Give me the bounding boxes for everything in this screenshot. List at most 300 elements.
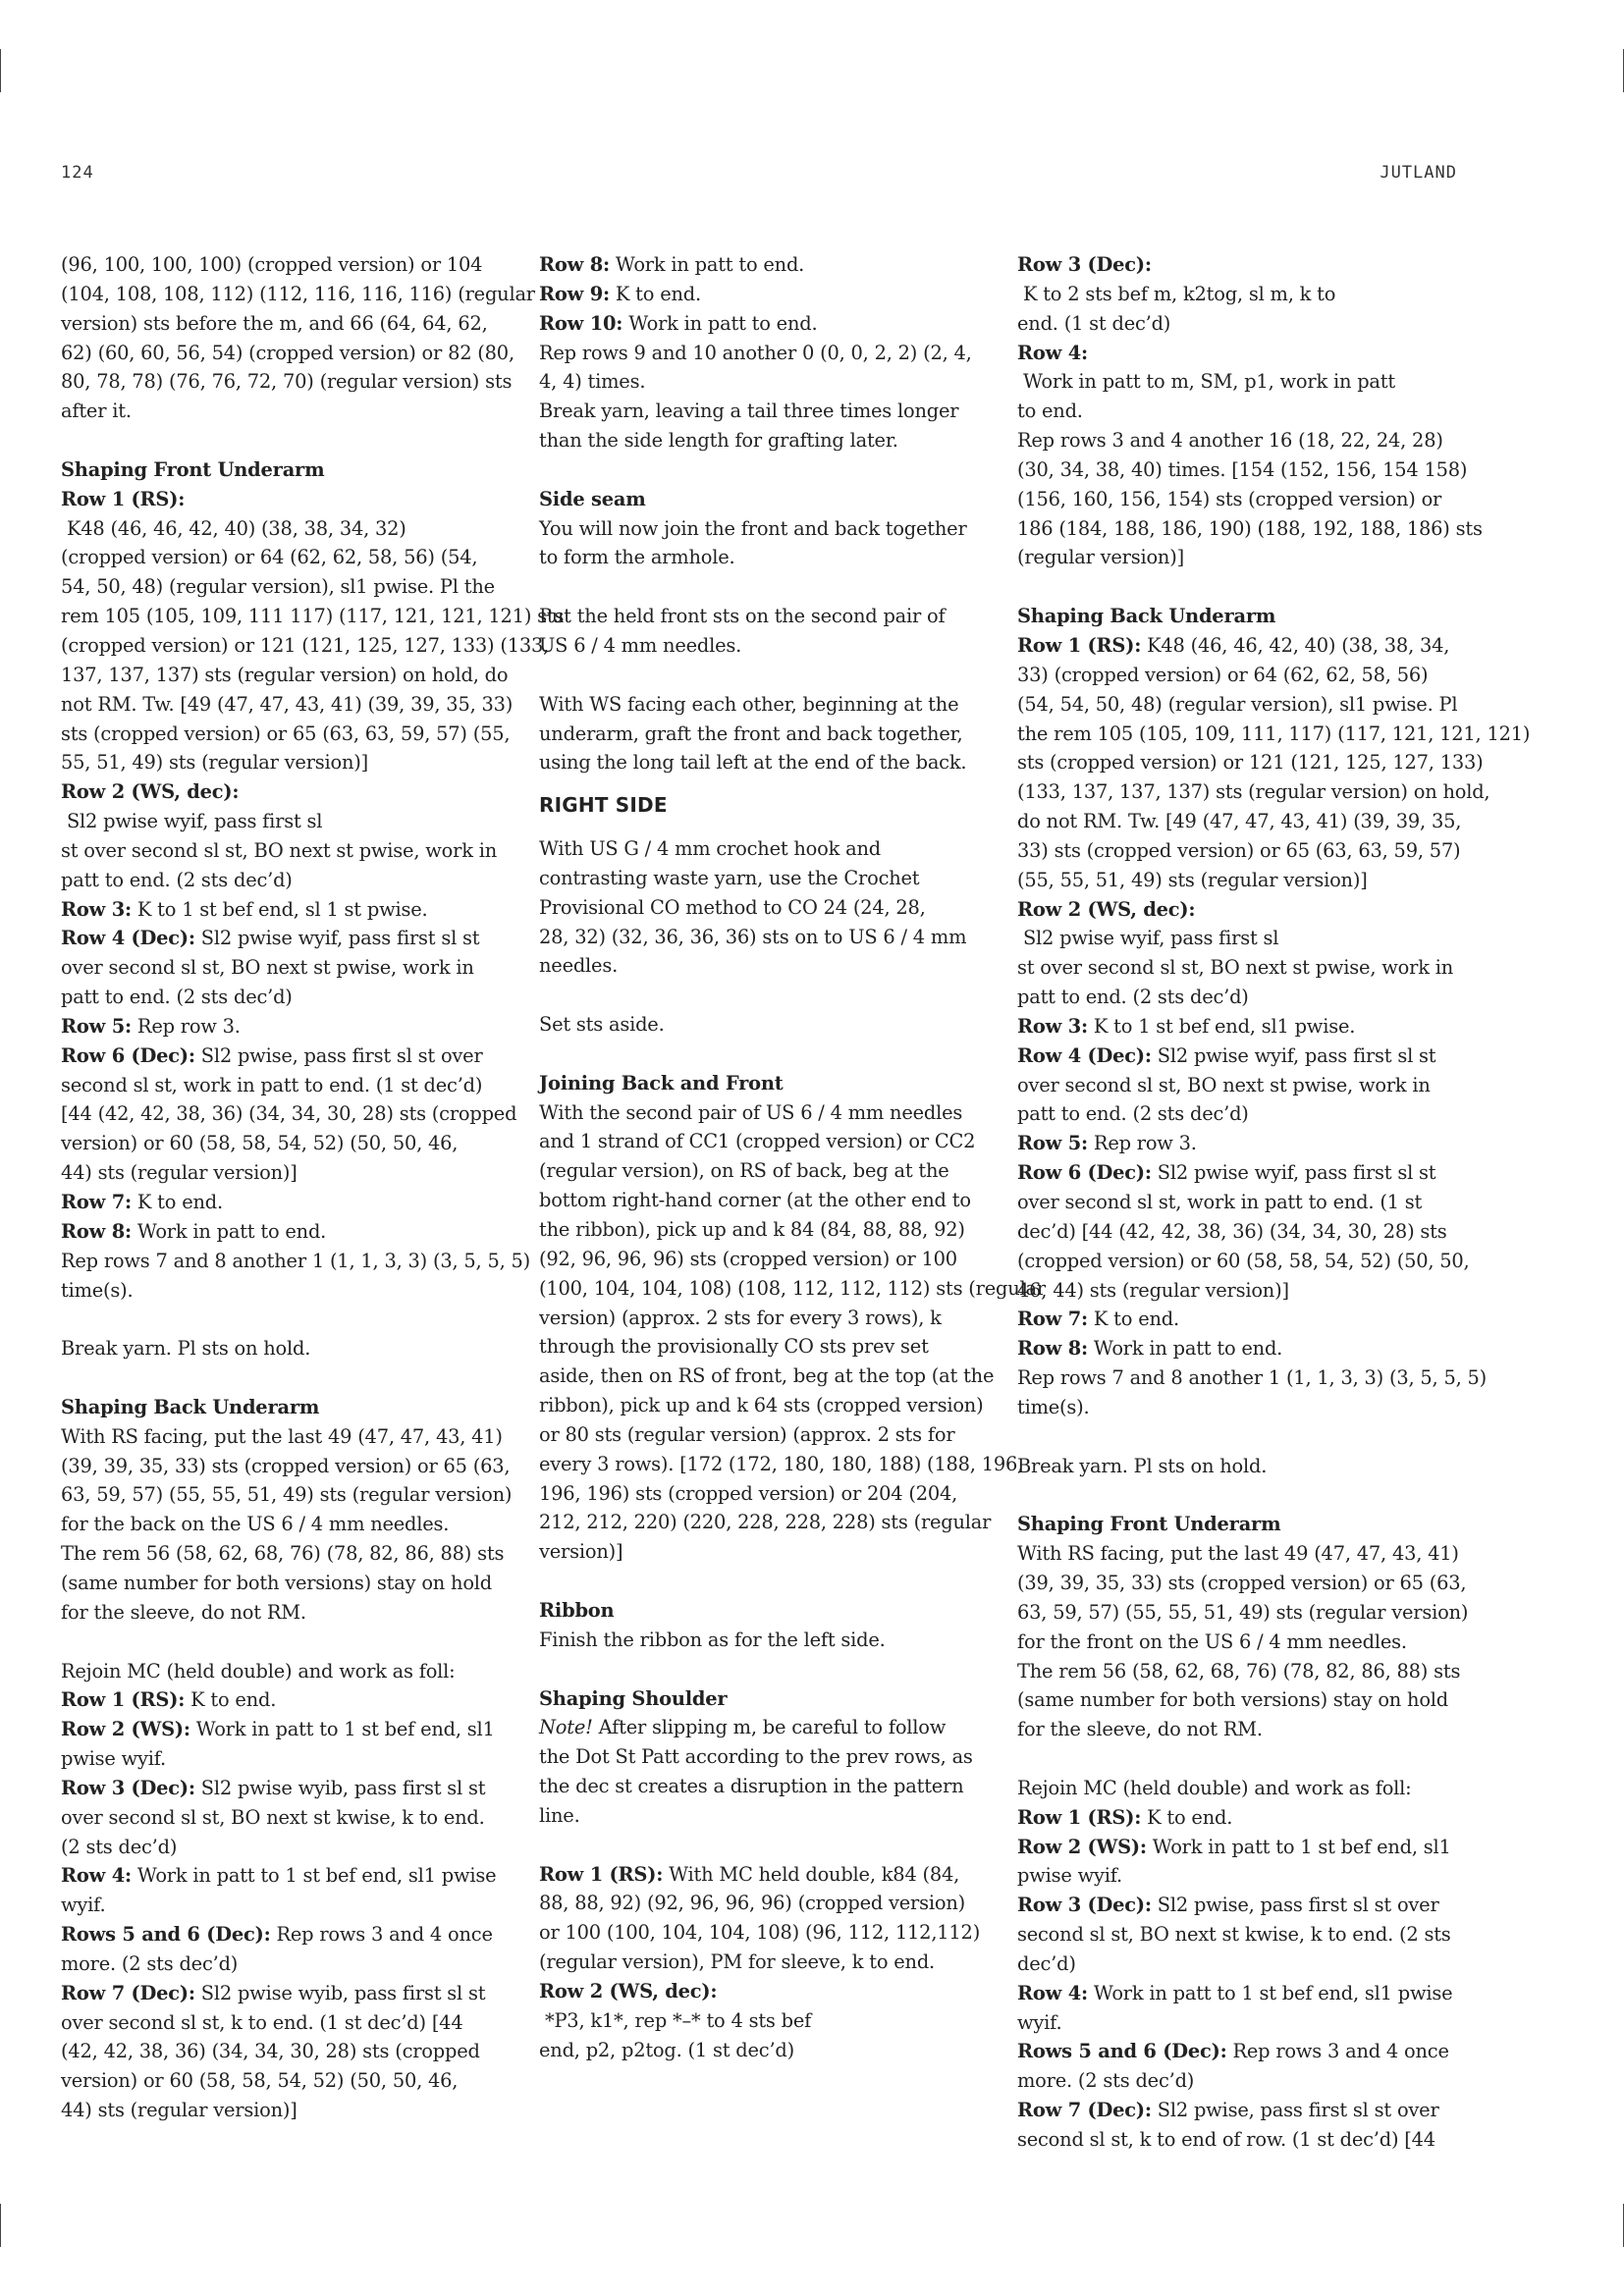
line-text: dec’d) [44 (42, 42, 38, 36) (34, 34, 30, 28) sts xyxy=(1017,1219,1447,1243)
line-text: K48 (46, 46, 42, 40) (38, 38, 34, 32) xyxy=(61,516,406,540)
row-label: Row 6 (Dec): xyxy=(61,1043,195,1067)
line-text: 63, 59, 57) (55, 55, 51, 49) sts (regular version) xyxy=(61,1483,513,1507)
line-text: Sl2 pwise, pass first sl st over xyxy=(1151,1894,1439,1917)
line-text: st over second sl st, BO next st pwise, work in xyxy=(1017,956,1453,980)
text-line xyxy=(61,572,498,602)
line-text: wyif. xyxy=(1017,2010,1062,2034)
line-text: aside, then on RS of front, beg at the top (at the xyxy=(539,1364,995,1388)
text-line xyxy=(61,1158,498,1188)
line-text: for the front on the US 6 / 4 mm needles. xyxy=(1017,1629,1407,1653)
line-text: over second sl st, BO next st pwise, work in xyxy=(61,956,474,980)
line-text: (104, 108, 108, 112) (112, 116, 116, 116) (regular xyxy=(61,282,535,305)
paragraph-gap xyxy=(539,1040,976,1069)
line-text: 33) (cropped version) or 64 (62, 62, 58, 56) xyxy=(1017,663,1429,686)
text-line xyxy=(1017,543,1454,572)
line-text: K to end. xyxy=(1141,1805,1233,1829)
line-text: 54, 50, 48) (regular version), sl1 pwise. Pl the xyxy=(61,575,495,599)
line-text: to form the armhole. xyxy=(539,546,735,569)
text-line xyxy=(539,1537,976,1567)
text-line xyxy=(539,1098,976,1128)
row-label: Row 2 (WS): xyxy=(61,1718,190,1741)
text-line xyxy=(539,426,976,455)
text-line xyxy=(61,1569,498,1598)
paragraph-gap xyxy=(539,1567,976,1596)
text-line xyxy=(61,1071,498,1100)
text-line xyxy=(539,1332,976,1362)
text-line xyxy=(1017,777,1490,807)
row-label: Row 1 (RS): xyxy=(61,487,186,510)
line-text: Rep rows 3 and 4 another 16 (18, 22, 24, 28) xyxy=(1017,429,1443,453)
text-line xyxy=(61,397,498,426)
row-label: Row 1 (RS): xyxy=(1017,1805,1142,1829)
line-text: Sl2 pwise, pass first sl st over xyxy=(1151,2099,1439,2122)
text-line xyxy=(539,250,976,280)
text-line xyxy=(61,1715,498,1744)
line-text: (92, 96, 96, 96) sts (cropped version) or 100 xyxy=(539,1247,957,1270)
line-text: sts (cropped version) or 65 (63, 63, 59, 57) (55, xyxy=(61,721,511,745)
text-line xyxy=(61,1598,498,1628)
text-line xyxy=(61,1217,498,1247)
text-line xyxy=(61,983,498,1012)
text-line xyxy=(1017,309,1454,339)
line-text: Rejoin MC (held double) and work as foll: xyxy=(1017,1776,1412,1799)
paragraph-gap xyxy=(539,572,976,602)
text-line xyxy=(61,1188,498,1217)
line-text: With the second pair of US 6 / 4 mm needles xyxy=(539,1100,963,1124)
text-line xyxy=(61,1334,498,1363)
text-line xyxy=(61,602,565,631)
line-text: (2 sts dec’d) xyxy=(61,1835,178,1858)
line-text: over second sl st, BO next st pwise, work in xyxy=(1017,1073,1431,1096)
text-line xyxy=(539,834,976,864)
text-line xyxy=(1017,1628,1454,1657)
row-label: Row 3 (Dec): xyxy=(1017,1894,1152,1917)
text-line xyxy=(1017,485,1454,514)
text-line xyxy=(1017,690,1458,720)
line-text: Sl2 pwise wyif, pass first sl st xyxy=(1151,1043,1436,1067)
text-line xyxy=(61,748,498,777)
line-text: 137, 137, 137) sts (regular version) on hold, do xyxy=(61,663,509,686)
text-line xyxy=(539,1420,976,1450)
line-text: (cropped version) or 64 (62, 62, 58, 56) (54, xyxy=(61,546,478,569)
crop-mark-top-left xyxy=(0,49,1,92)
line-text: Sl2 pwise wyif, pass first sl xyxy=(1017,927,1279,950)
line-text: Rep rows 7 and 8 another 1 (1, 1, 3, 3) (3, 5, 5, 5) xyxy=(1017,1366,1488,1390)
line-text: Sl2 pwise wyif, pass first sl st xyxy=(1151,1161,1436,1185)
text-line xyxy=(61,1949,498,1979)
line-text: to end. xyxy=(1017,400,1083,423)
row-label: Row 9: xyxy=(539,282,610,305)
line-text: Provisional CO method to CO 24 (24, 28, xyxy=(539,895,926,919)
text-line xyxy=(539,923,976,952)
line-text: second sl st, BO next st kwise, k to end. (2 sts xyxy=(1017,1923,1451,1947)
line-text: (133, 137, 137, 137) sts (regular version) on hold, xyxy=(1017,780,1490,804)
text-line xyxy=(1017,836,1461,866)
text-line xyxy=(1017,1276,1454,1306)
text-line xyxy=(61,2037,498,2066)
line-text: You will now join the front and back together xyxy=(539,516,967,540)
line-text: Rep row 3. xyxy=(131,1014,241,1038)
text-line xyxy=(539,951,976,981)
subsection-heading: Side seam xyxy=(539,487,646,510)
text-line xyxy=(539,631,976,661)
text-line xyxy=(539,1156,976,1186)
text-line xyxy=(61,1539,505,1569)
subsection-heading: Shaping Back Underarm xyxy=(61,1395,320,1418)
row-label: Row 8: xyxy=(539,253,610,276)
line-text: (regular version), on RS of back, beg at the xyxy=(539,1159,949,1183)
paragraph-gap xyxy=(61,1305,498,1334)
text-line xyxy=(539,1450,1024,1479)
paragraph-gap xyxy=(539,981,976,1010)
text-line xyxy=(1017,1657,1461,1686)
line-text: (regular version)] xyxy=(1017,546,1184,569)
line-text: [44 (42, 42, 38, 36) (34, 34, 30, 28) sts (cropped xyxy=(61,1102,517,1126)
text-line xyxy=(539,864,976,893)
text-line xyxy=(539,1626,976,1655)
line-text: K to end. xyxy=(1087,1308,1179,1331)
text-line xyxy=(1017,1129,1454,1158)
line-text: Rep rows 7 and 8 another 1 (1, 1, 3, 3) (3, 5, 5, 5) xyxy=(61,1249,531,1272)
line-text: than the side length for grafting later. xyxy=(539,429,898,453)
text-line xyxy=(61,953,498,983)
text-line xyxy=(539,1215,976,1245)
row-label: Row 7: xyxy=(61,1191,132,1213)
text-line xyxy=(1017,1803,1454,1833)
text-line xyxy=(1017,426,1454,455)
line-text: K to end. xyxy=(131,1191,223,1213)
line-text: (96, 100, 100, 100) (cropped version) or 104 xyxy=(61,253,483,276)
line-text: or 80 sts (regular version) (approx. 2 sts for xyxy=(539,1422,955,1446)
text-line xyxy=(61,1012,498,1041)
text-line xyxy=(539,602,976,631)
line-text: Work in patt to 1 st bef end, sl1 pwise xyxy=(131,1864,497,1888)
text-line xyxy=(1017,1452,1454,1481)
row-label: Row 8: xyxy=(61,1219,132,1243)
text-line xyxy=(61,1979,498,2008)
text-line xyxy=(61,1276,498,1306)
text-line xyxy=(1017,1861,1454,1891)
text-line xyxy=(539,690,976,720)
text-line xyxy=(1017,1715,1454,1744)
line-text: patt to end. (2 sts dec’d) xyxy=(1017,1102,1249,1126)
text-line xyxy=(1017,1217,1454,1247)
line-text: ribbon), pick up and k 64 sts (cropped version) xyxy=(539,1394,984,1417)
subsection-heading: Shaping Shoulder xyxy=(539,1686,728,1710)
text-line xyxy=(61,543,498,572)
line-text: version) or 60 (58, 58, 54, 52) (50, 50, 46, xyxy=(61,2069,459,2093)
text-line xyxy=(539,1889,976,1918)
line-text: over second sl st, BO next st kwise, k to end. xyxy=(61,1805,485,1829)
text-line xyxy=(61,1480,513,1510)
line-text: Sl2 pwise wyif, pass first sl xyxy=(61,810,323,833)
text-line xyxy=(61,309,498,339)
text-line xyxy=(1017,1071,1454,1100)
line-text: (regular version), PM for sleeve, k to end. xyxy=(539,1950,936,1974)
line-text: With RS facing, put the last 49 (47, 47, 43, 41) xyxy=(1017,1542,1459,1566)
line-text: Work in patt to end. xyxy=(623,311,818,335)
text-line xyxy=(61,1247,531,1276)
page-number: 124 xyxy=(61,163,94,183)
row-label: Row 8: xyxy=(1017,1337,1088,1361)
text-line xyxy=(1017,1569,1467,1598)
line-text: Rep rows 9 and 10 another 0 (0, 0, 2, 2) (2, 4, xyxy=(539,341,972,364)
line-text: Work in patt to m, SM, p1, work in patt xyxy=(1017,370,1395,394)
paragraph-gap xyxy=(539,1655,976,1684)
text-line xyxy=(61,690,514,720)
text-line xyxy=(539,1713,976,1742)
text-line xyxy=(1017,250,1454,309)
line-text: for the sleeve, do not RM. xyxy=(61,1600,306,1624)
line-text: K to 2 sts bef m, k2tog, sl m, k to xyxy=(1017,282,1336,305)
row-label: Rows 5 and 6 (Dec): xyxy=(1017,2040,1227,2063)
text-line xyxy=(1017,1949,1454,1979)
text-line xyxy=(1017,1920,1454,1949)
text-line xyxy=(539,1948,976,1977)
text-line xyxy=(1017,1305,1454,1334)
line-text: With US G / 4 mm crochet hook and xyxy=(539,837,882,861)
text-line xyxy=(61,777,498,836)
line-text: 186 (184, 188, 186, 190) (188, 192, 188, 186) sts xyxy=(1017,516,1483,540)
line-text: line. xyxy=(539,1803,580,1827)
text-line xyxy=(539,720,976,749)
line-text: wyif. xyxy=(61,1894,106,1917)
row-label: Row 1 (RS): xyxy=(61,1688,186,1712)
line-text: or 100 (100, 104, 104, 108) (96, 112, 112,112) xyxy=(539,1921,981,1945)
text-line xyxy=(61,1657,498,1686)
line-text: The rem 56 (58, 62, 68, 76) (78, 82, 86, 88) sts xyxy=(61,1542,505,1566)
line-text: bottom right-hand corner (at the other end to xyxy=(539,1189,971,1212)
text-line xyxy=(1017,631,1454,661)
text-line xyxy=(61,1041,498,1071)
text-line xyxy=(61,631,550,661)
row-label: Row 4: xyxy=(1017,1981,1088,2004)
text-line xyxy=(61,1920,498,1949)
subsection-heading: Shaping Back Underarm xyxy=(1017,605,1276,628)
text-line xyxy=(539,1362,995,1391)
section-heading: RIGHT SIDE xyxy=(539,793,668,818)
line-text: after it. xyxy=(61,400,132,423)
text-line xyxy=(61,1861,498,1891)
line-text: The rem 56 (58, 62, 68, 76) (78, 82, 86, 88) sts xyxy=(1017,1659,1461,1682)
text-line xyxy=(1017,1188,1454,1217)
row-label: Row 4: xyxy=(1017,341,1088,364)
line-text: for the back on the US 6 / 4 mm needles. xyxy=(61,1513,450,1536)
text-line xyxy=(61,2066,498,2096)
row-label: Row 10: xyxy=(539,311,623,335)
line-text: 80, 78, 78) (76, 76, 72, 70) (regular version) sts xyxy=(61,370,513,394)
row-label: Row 7: xyxy=(1017,1308,1088,1331)
line-text: With RS facing, put the last 49 (47, 47, 43, 41) xyxy=(61,1424,503,1448)
line-text: st over second sl st, BO next st pwise, work in xyxy=(61,838,497,862)
line-text: Work in patt to end. xyxy=(1087,1337,1283,1361)
paragraph-gap xyxy=(1017,572,1454,602)
text-line xyxy=(539,367,976,397)
text-line xyxy=(61,1803,498,1833)
text-line xyxy=(61,895,498,925)
text-line xyxy=(1017,1041,1454,1071)
text-line xyxy=(539,339,976,368)
line-text: second sl st, work in patt to end. (1 st dec’d) xyxy=(61,1073,483,1096)
paragraph-gap xyxy=(1017,1744,1454,1774)
text-line xyxy=(539,543,976,572)
text-line xyxy=(61,2096,498,2125)
line-text: 44) sts (regular version)] xyxy=(61,2099,298,2122)
line-text: Rep rows 3 and 4 once xyxy=(270,1923,493,1947)
line-text: (42, 42, 38, 36) (34, 34, 30, 28) sts (cropped xyxy=(61,2040,480,2063)
text-line xyxy=(1017,1774,1454,1803)
text-line xyxy=(1017,1158,1454,1188)
line-text: Set sts aside. xyxy=(539,1013,665,1037)
text-line xyxy=(61,1510,498,1539)
text-line xyxy=(1017,983,1454,1012)
line-text: 196, 196) sts (cropped version) or 204 (204, xyxy=(539,1481,958,1505)
text-line xyxy=(61,1685,498,1715)
text-line xyxy=(61,1129,498,1158)
line-text: US 6 / 4 mm needles. xyxy=(539,633,742,657)
line-text: 212, 212, 220) (220, 228, 228, 228) sts (regular xyxy=(539,1511,992,1534)
line-text: K48 (46, 46, 42, 40) (38, 38, 34, xyxy=(1141,633,1450,657)
text-line xyxy=(1017,720,1531,749)
text-line xyxy=(1017,2037,1454,2066)
line-text: pwise wyif. xyxy=(61,1747,167,1771)
line-text: Break yarn. Pl sts on hold. xyxy=(61,1337,311,1361)
text-line xyxy=(1017,748,1484,777)
line-text: Work in patt to end. xyxy=(609,253,805,276)
line-text: the Dot St Patt according to the prev rows, as xyxy=(539,1745,973,1769)
text-line xyxy=(1017,397,1454,426)
text-line xyxy=(539,1772,976,1801)
line-text: (54, 54, 50, 48) (regular version), sl1 pwise. Pl xyxy=(1017,692,1458,716)
text-line xyxy=(1017,1363,1488,1393)
text-line xyxy=(61,250,498,280)
text-line xyxy=(1017,807,1462,836)
row-label: Row 1 (RS): xyxy=(1017,633,1142,657)
line-text: K to 1 st bef end, sl1 pwise. xyxy=(1087,1014,1356,1038)
row-label: Row 5: xyxy=(1017,1132,1088,1155)
line-text: the ribbon), pick up and k 84 (84, 88, 88, 92) xyxy=(539,1218,965,1241)
row-label: Row 3 (Dec): xyxy=(1017,253,1152,276)
line-text: 63, 59, 57) (55, 55, 51, 49) sts (regular version) xyxy=(1017,1600,1469,1624)
row-label: Row 1 (RS): xyxy=(539,1862,664,1886)
row-label: Row 2 (WS, dec): xyxy=(61,780,240,804)
line-text: Work in patt to 1 st bef end, sl1 xyxy=(1146,1835,1451,1858)
line-text: and 1 strand of CC1 (cropped version) or CC2 xyxy=(539,1130,976,1153)
row-label: Row 4 (Dec): xyxy=(61,927,195,950)
text-line xyxy=(539,1918,981,1948)
line-text: With WS facing each other, beginning at the xyxy=(539,692,959,716)
text-line xyxy=(61,866,498,895)
text-line xyxy=(1017,866,1454,895)
line-text: through the provisionally CO sts prev set xyxy=(539,1335,929,1359)
line-text: Rep row 3. xyxy=(1087,1132,1197,1155)
subsection-heading: Ribbon xyxy=(539,1598,615,1622)
line-text: 62) (60, 60, 56, 54) (cropped version) or 82 (80, xyxy=(61,341,514,364)
line-text: With MC held double, k84 (84, xyxy=(663,1862,960,1886)
line-text: 33) sts (cropped version) or 65 (63, 63, 59, 57) xyxy=(1017,838,1461,862)
line-text: not RM. Tw. [49 (47, 47, 43, 41) (39, 39, 35, 33) xyxy=(61,692,514,716)
line-text: version) sts before the m, and 66 (64, 64, 62, xyxy=(61,311,488,335)
row-label: Row 4 (Dec): xyxy=(1017,1043,1152,1067)
text-line xyxy=(539,1508,992,1537)
row-label: Row 2 (WS): xyxy=(1017,1835,1147,1858)
text-line xyxy=(61,367,513,397)
row-label: Rows 5 and 6 (Dec): xyxy=(61,1923,271,1947)
text-line xyxy=(539,1479,976,1509)
line-text: After slipping m, be careful to follow xyxy=(592,1716,947,1739)
text-line xyxy=(539,1801,976,1831)
line-text: second sl st, k to end of row. (1 st dec’d) [44 xyxy=(1017,2128,1435,2151)
row-label: Row 4: xyxy=(61,1864,132,1888)
line-text: Finish the ribbon as for the left side. xyxy=(539,1628,886,1651)
paragraph-gap xyxy=(61,426,498,455)
text-line xyxy=(539,309,976,339)
text-line xyxy=(1017,1334,1454,1363)
row-label: Row 7 (Dec): xyxy=(1017,2099,1152,2122)
text-line xyxy=(61,836,498,866)
line-text: Break yarn, leaving a tail three times longer xyxy=(539,400,959,423)
text-line xyxy=(1017,455,1468,485)
line-text: (cropped version) or 60 (58, 58, 54, 52) (50, 50, xyxy=(1017,1249,1470,1272)
line-text: 44) sts (regular version)] xyxy=(61,1161,298,1185)
text-line xyxy=(539,748,976,777)
row-label: Row 2 (WS, dec): xyxy=(1017,897,1196,921)
line-text: K to 1 st bef end, sl 1 st pwise. xyxy=(131,897,428,921)
line-text: time(s). xyxy=(1017,1395,1090,1418)
line-text: 55, 51, 49) sts (regular version)] xyxy=(61,751,369,774)
text-line xyxy=(61,661,509,690)
text-line xyxy=(1017,2125,1454,2155)
text-line xyxy=(539,280,976,309)
text-line xyxy=(539,893,976,923)
line-text: 46, 44) sts (regular version)] xyxy=(1017,1278,1289,1302)
line-text: end, p2, p2tog. (1 st dec’d) xyxy=(539,2038,794,2061)
text-line xyxy=(1017,1012,1454,1041)
text-line xyxy=(539,1391,984,1420)
line-text: Sl2 pwise wyib, pass first sl st xyxy=(194,1776,486,1799)
text-line xyxy=(1017,1539,1459,1569)
text-line xyxy=(1017,1833,1454,1862)
text-line xyxy=(1017,1979,1454,2008)
text-line xyxy=(1017,1598,1469,1628)
text-line xyxy=(1017,514,1483,544)
line-text: do not RM. Tw. [49 (47, 47, 43, 41) (39, 39, 35, xyxy=(1017,810,1462,833)
text-line xyxy=(539,397,976,426)
line-text: dec’d) xyxy=(1017,1951,1076,1975)
line-text: rem 105 (105, 109, 111 117) (117, 121, 121, 121) sts xyxy=(61,605,565,628)
text-line xyxy=(539,1010,976,1040)
line-text: version) or 60 (58, 58, 54, 52) (50, 50, 46, xyxy=(61,1132,459,1155)
line-text: pwise wyif. xyxy=(1017,1864,1123,1888)
row-label: Row 5: xyxy=(61,1014,132,1038)
line-text: Sl2 pwise, pass first sl st over xyxy=(194,1043,483,1067)
text-line xyxy=(61,924,498,953)
text-line xyxy=(61,1891,498,1920)
line-text: (same number for both versions) stay on hold xyxy=(61,1571,493,1594)
line-text: 28, 32) (32, 36, 36, 36) sts on to US 6 / 4 mm xyxy=(539,925,967,948)
line-text: (55, 55, 51, 49) sts (regular version)] xyxy=(1017,868,1368,891)
line-text: the rem 105 (105, 109, 111, 117) (117, 121, 121, 121) xyxy=(1017,721,1531,745)
subsection-heading: Joining Back and Front xyxy=(539,1071,784,1095)
row-label: Row 2 (WS, dec): xyxy=(539,1979,718,2002)
paragraph-gap xyxy=(61,1363,498,1393)
text-line xyxy=(61,280,535,309)
row-label: Row 7 (Dec): xyxy=(61,1981,195,2004)
line-text: over second sl st, k to end. (1 st dec’d) [44 xyxy=(61,2010,463,2034)
note-label: Note! xyxy=(539,1716,593,1739)
line-text: (cropped version) or 121 (121, 125, 127, 133) (133, xyxy=(61,633,550,657)
text-line xyxy=(1017,953,1454,983)
